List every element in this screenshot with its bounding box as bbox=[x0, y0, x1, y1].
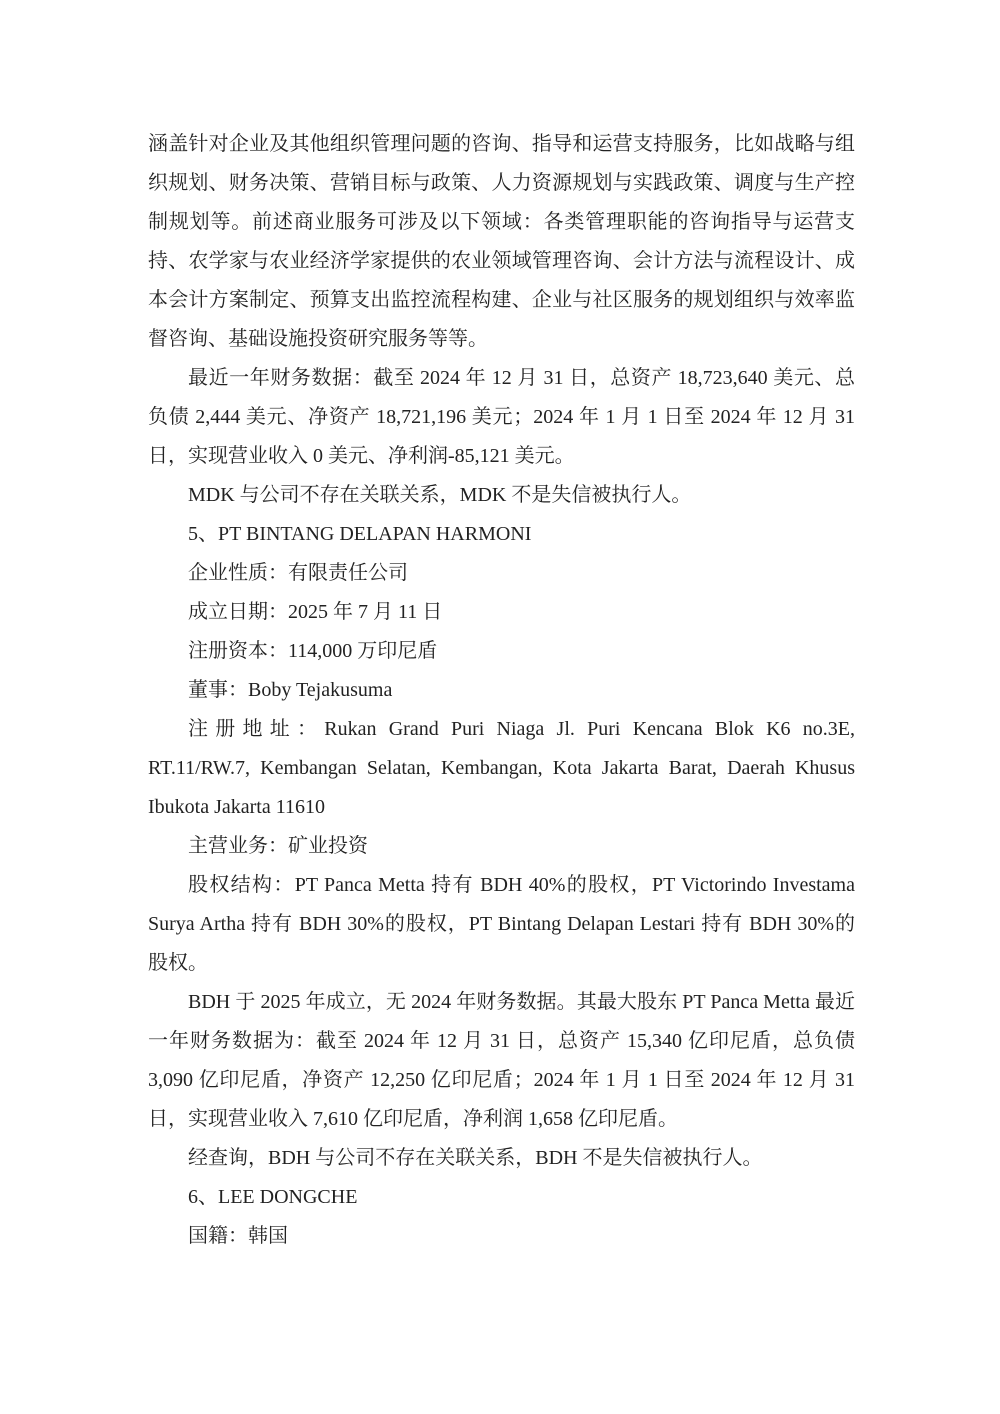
paragraph: 成立日期：2025 年 7 月 11 日 bbox=[188, 601, 443, 623]
paragraph: 企业性质：有限责任公司 bbox=[188, 562, 408, 584]
paragraph: 涵盖针对企业及其他组织管理问题的咨询、指导和运营支持服务，比如战略与组织规划、财务决策、营销目标与政策、人力资源规划与实践政策、调度与生产控制规划等。前述商业服务可涉及以下领域：各类管理职能的咨询指导与运营支持、农学家与农业经济学家提供的农业领域管理咨询、会计方法与流程设计、成本会计方案制定、预算支出监控流程构建、企业与社区服务的规划组织与效率监督咨询、基础设施投资研究服务等等。 bbox=[148, 133, 855, 350]
paragraph: 5、PT BINTANG DELAPAN HARMONI bbox=[188, 523, 532, 545]
paragraph: 注册资本：114,000 万印尼盾 bbox=[188, 640, 438, 662]
paragraph: 最近一年财务数据：截至 2024 年 12 月 31 日，总资产 18,723,640 美元、总负债 2,444 美元、净资产 18,721,196 美元；2024 年 1 月 1 日至 2024 年 12 月 31 日，实现营业收入 0 美元、净利润-85,121 美元。 bbox=[148, 367, 855, 467]
paragraph: BDH 于 2025 年成立，无 2024 年财务数据。其最大股东 PT Panca Metta 最近一年财务数据为：截至 2024 年 12 月 31 日，总资产 15,340 亿印尼盾，总负债 3,090 亿印尼盾，净资产 12,250 亿印尼盾；2024 年 1 月 1 日至 2024 年 12 月 31 日，实现营业收入 7,610 亿印尼盾，净利润 1,658 亿印尼盾。 bbox=[148, 991, 855, 1130]
paragraph: 经查询，BDH 与公司不存在关联关系，BDH 不是失信被执行人。 bbox=[188, 1147, 763, 1169]
paragraph: 董事：Boby Tejakusuma bbox=[188, 679, 393, 701]
paragraph: MDK 与公司不存在关联关系，MDK 不是失信被执行人。 bbox=[188, 484, 692, 506]
document-body bbox=[148, 125, 855, 1256]
paragraph: 主营业务：矿业投资 bbox=[188, 835, 368, 857]
paragraph: 国籍：韩国 bbox=[188, 1225, 288, 1247]
paragraph: 6、LEE DONGCHE bbox=[188, 1186, 358, 1208]
paragraph: 股权结构：PT Panca Metta 持有 BDH 40%的股权，PT Victorindo Investama Surya Artha 持有 BDH 30%的股权，PT Bintang Delapan Lestari 持有 BDH 30%的股权。 bbox=[148, 874, 855, 974]
paragraph: 注册地址：Rukan Grand Puri Niaga Jl. Puri Kencana Blok K6 no.3E, RT.11/RW.7, Kembangan Selatan, Kembangan, Kota Jakarta Barat, Daerah Khusus Ibukota Jakarta 11610 bbox=[148, 718, 855, 818]
